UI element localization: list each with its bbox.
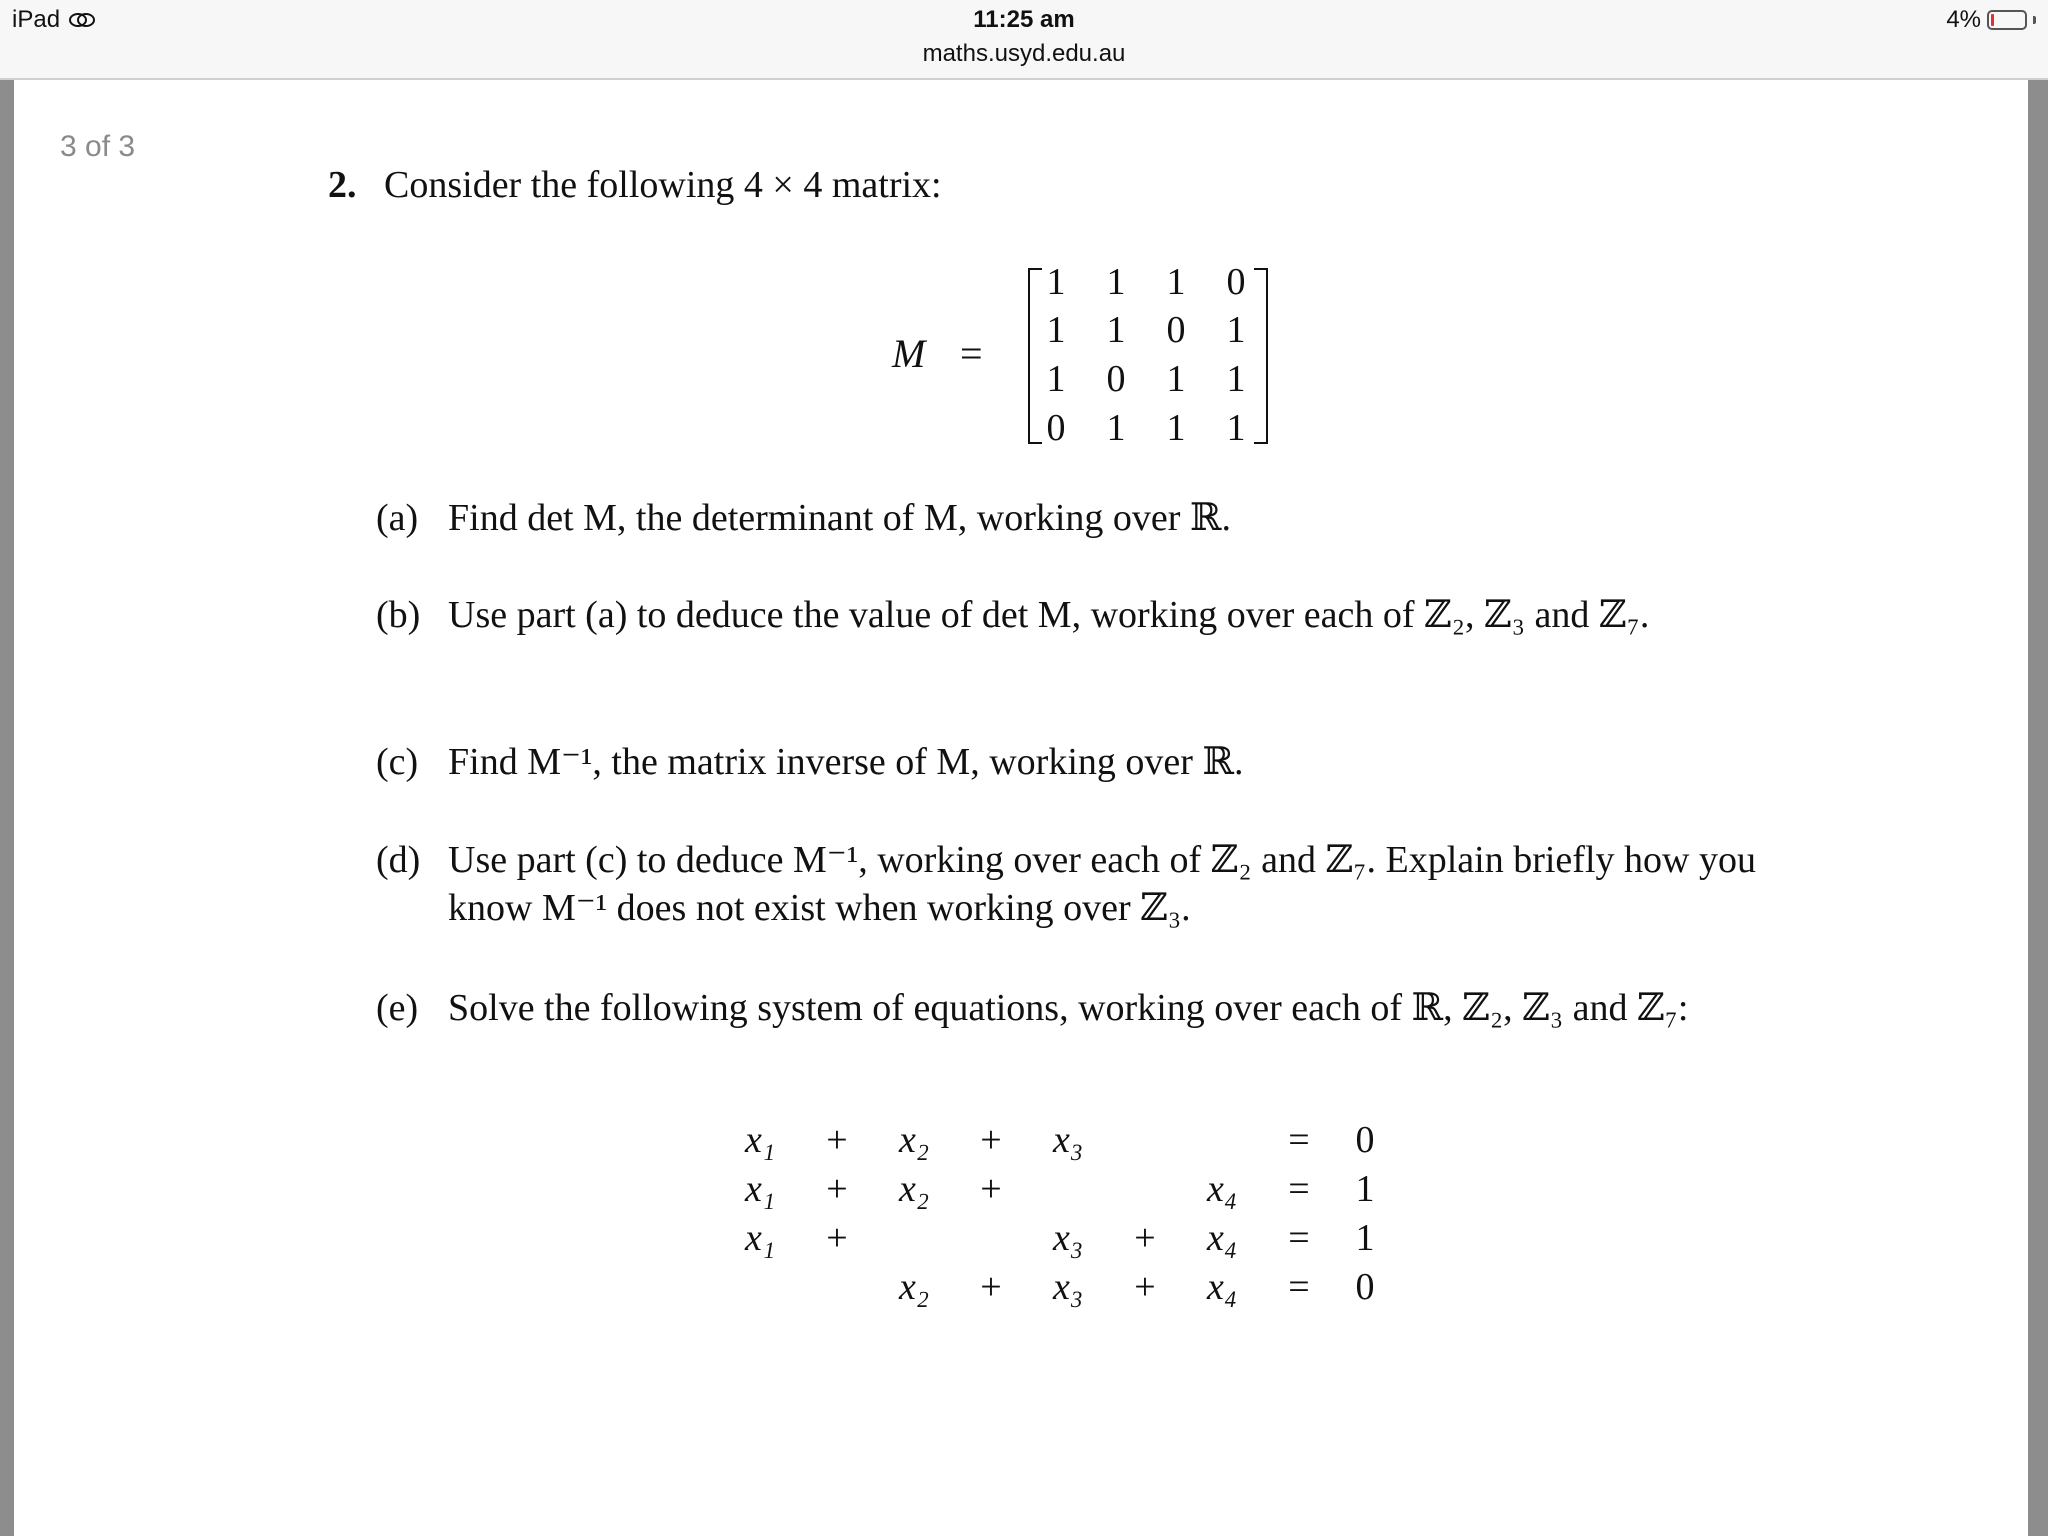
- matrix-cell: 1: [1226, 407, 1246, 449]
- equation-variable: x₂: [898, 1168, 930, 1210]
- part-b-label: (b): [376, 594, 421, 636]
- equation-plus: +: [980, 1119, 1002, 1161]
- part-e-text: Solve the following system of equations, working over each of ℝ, ℤ₂, ℤ₃ and ℤ₇:: [448, 987, 1689, 1029]
- equation-equals: =: [1288, 1168, 1310, 1210]
- equation-plus: +: [1134, 1266, 1156, 1308]
- matrix-cell: 0: [1166, 309, 1186, 351]
- question-number: 2.: [328, 164, 357, 206]
- part-e: [376, 984, 1786, 1032]
- equation-equals: =: [1288, 1266, 1310, 1308]
- part-a: [376, 494, 1786, 542]
- matrix-cell: 0: [1106, 358, 1126, 400]
- page-indicator: 3 of 3: [60, 130, 136, 163]
- matrix-cell: 1: [1166, 261, 1186, 303]
- equation-variable: x₁: [744, 1168, 776, 1210]
- equation-rhs: 1: [1355, 1168, 1375, 1210]
- equation-variable: x₄: [1206, 1168, 1238, 1210]
- part-e-label: (e): [376, 987, 419, 1029]
- part-a-text: Find det M, the determinant of M, working over ℝ.: [448, 497, 1232, 539]
- equation-plus: +: [826, 1217, 848, 1259]
- equation-variable: x₄: [1206, 1217, 1238, 1259]
- equation-equals: =: [1288, 1119, 1310, 1161]
- address-bar[interactable]: maths.usyd.edu.au: [922, 40, 1126, 67]
- equation-variable: x₄: [1206, 1266, 1238, 1308]
- equation-variable: x₃: [1052, 1217, 1084, 1259]
- equation-rhs: 1: [1355, 1217, 1375, 1259]
- part-d-label: (d): [376, 839, 421, 881]
- matrix-cell: 1: [1166, 407, 1186, 449]
- matrix-label: M: [892, 331, 926, 376]
- matrix-cell: 0: [1046, 407, 1066, 449]
- equation-variable: x₃: [1052, 1266, 1084, 1308]
- device-name: iPad: [12, 6, 61, 33]
- matrix-cell: 1: [1226, 358, 1246, 400]
- matrix-cell: 1: [1226, 309, 1246, 351]
- matrix-cell: 1: [1106, 261, 1126, 303]
- matrix-cell: 1: [1046, 261, 1066, 303]
- equation-variable: x₂: [898, 1266, 930, 1308]
- matrix-cell: 0: [1226, 261, 1246, 303]
- equation-plus: +: [980, 1266, 1002, 1308]
- part-c: [376, 738, 1786, 786]
- part-b: [376, 591, 1786, 639]
- part-a-label: (a): [376, 497, 419, 539]
- part-b-text: Use part (a) to deduce the value of det M, working over each of ℤ₂, ℤ₃ and ℤ₇.: [448, 594, 1650, 636]
- matrix-cell: 1: [1106, 309, 1126, 351]
- equation-plus: +: [826, 1168, 848, 1210]
- equation-rhs: 0: [1355, 1266, 1375, 1308]
- part-d: [376, 836, 1786, 932]
- equation-variable: x₂: [898, 1119, 930, 1161]
- equation-variable: x₁: [744, 1119, 776, 1161]
- equation-plus: +: [1134, 1217, 1156, 1259]
- equation-plus: +: [826, 1119, 848, 1161]
- battery-percent: 4%: [1946, 6, 1981, 33]
- equation-equals: =: [1288, 1217, 1310, 1259]
- matrix-equals: =: [960, 331, 983, 376]
- part-c-text: Find M⁻¹, the matrix inverse of M, working over ℝ.: [448, 741, 1244, 783]
- matrix-cell: 1: [1046, 358, 1066, 400]
- equation-variable: x₃: [1052, 1119, 1084, 1161]
- equation-variable: x₁: [744, 1217, 776, 1259]
- question-intro: [328, 163, 942, 207]
- part-c-label: (c): [376, 741, 419, 783]
- part-d-text: Use part (c) to deduce M⁻¹, working over each of ℤ₂ and ℤ₇. Explain briefly how you know M⁻¹ does not exist when working over ℤ₃.: [448, 839, 1756, 929]
- matrix-cell: 1: [1106, 407, 1126, 449]
- matrix-cell: 1: [1046, 309, 1066, 351]
- equation-plus: +: [980, 1168, 1002, 1210]
- clock: 11:25 am: [973, 6, 1075, 33]
- question-intro-text: Consider the following 4 × 4 matrix:: [384, 164, 942, 206]
- equation-rhs: 0: [1355, 1119, 1375, 1161]
- matrix-cell: 1: [1166, 358, 1186, 400]
- matrix-bracket-right: [1254, 268, 1268, 444]
